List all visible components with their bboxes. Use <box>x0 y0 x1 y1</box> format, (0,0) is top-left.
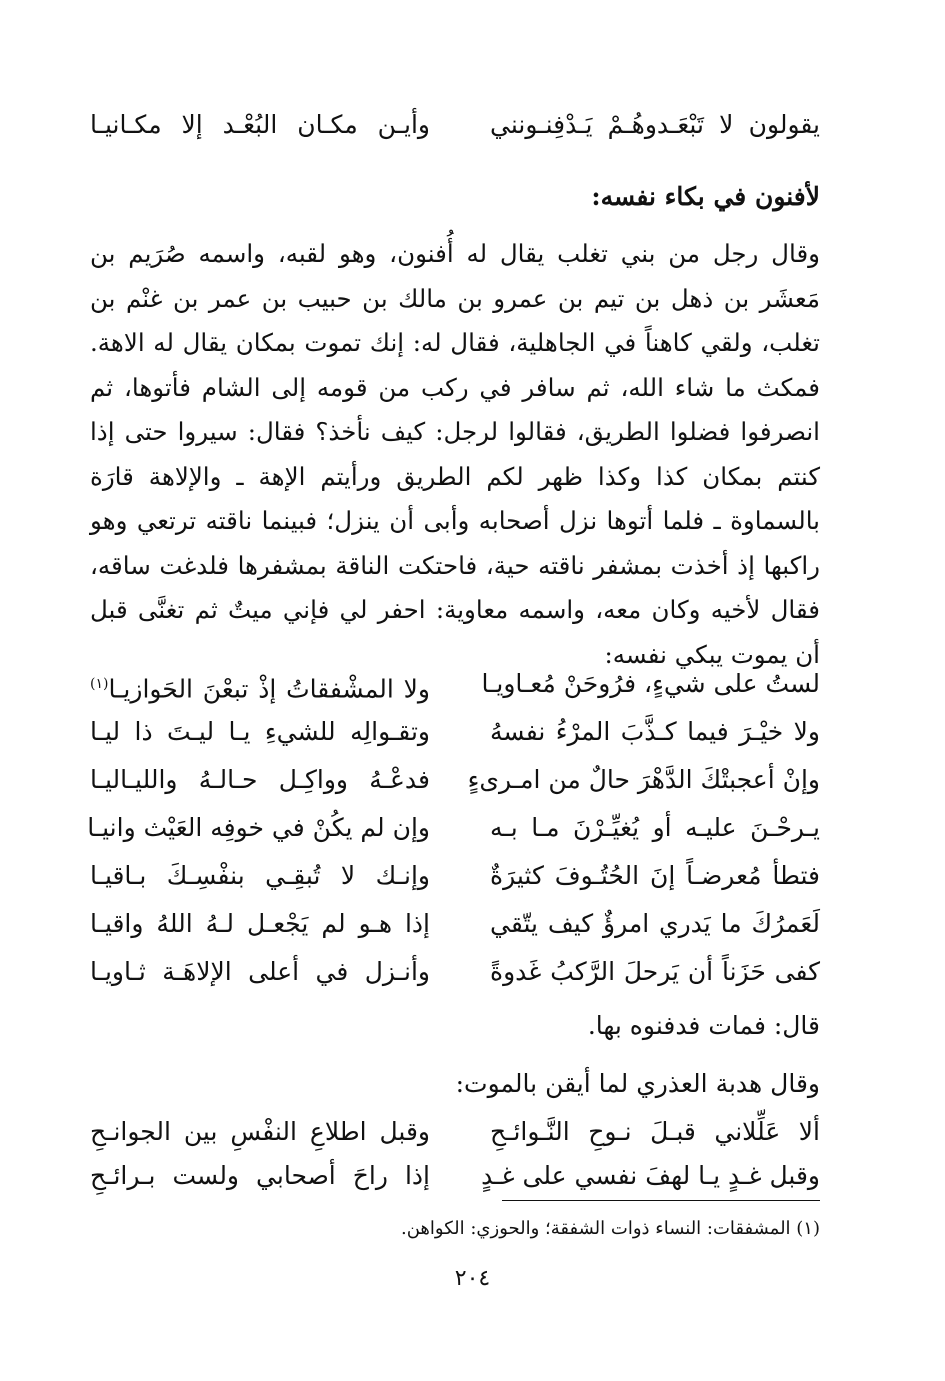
verse-first-hemistich: لَعَمرُكَ ما يَدري امرؤٌ كيف يتّقي <box>490 909 820 938</box>
verse-first-hemistich: يـرحْـنَ عليـه أو يُغيِّـرْنَ مـا بـه <box>490 813 820 842</box>
section-heading: لأفنون في بكاء نفسه: <box>591 182 820 211</box>
verse-second-hemistich: وإنـك لا تُبقِـي بنفْسِـكَ بـاقيـا <box>90 861 430 890</box>
poem-verse <box>90 900 820 948</box>
prose-paragraph: وقال رجل من بني تغلب يقال له أُفنون، وهو لقبه، واسمه صُرَيم بن مَعشَر بن ذهل بن تيم بن عمرو بن مالك بن حبيب بن عمر بن غنْم بن تغلب، ولقي كاهناً في الجاهلية، فقال له: إنك تموت بمكان يقال له الاهة. فمكث ما شاء الله، ثم سافر في ركب من قومه إلى الشام فأتوها، ثم انصرفوا فضلوا الطريق، فقالوا لرجل: كيف نأخذ؟ فقال: سيروا حتى إذا كنتم بمكان كذا وكذا ظهر لكم الطريق ورأيتم الإهة ـ والإلاهة قارَة بالسماوة ـ فلما أتوها نزل أصحابه وأبى أن ينزل؛ فبينما ناقته ترتعي وهو راكبها إذ أخذت بمشفر ناقته حية، فاحتكت الناقة بمشفرها فلدغت ساقه، فقال لأخيه وكان معه، واسمه معاوية: احفر لي فإني ميتٌ ثم تغنَّى قبل أن يموت يبكي نفسه: <box>90 239 820 669</box>
verse-second-hemistich: وأنـزل في أعلى الإلاهَـة ثـاويـا <box>90 957 430 986</box>
verse-first-hemistich: ولا خيْـرَ فيما كـذَّبَ المرْءُ نفسهُ <box>490 717 820 746</box>
second-intro: وقال هدبة العذري لما أيقن بالموت: <box>455 1069 820 1098</box>
verse-second-hemistich <box>90 660 430 713</box>
verse-first-hemistich: ألا عَلِّلاني قبـلَ نـوحِ النَّـوائـحِ <box>490 1117 820 1146</box>
verse-second-hemistich: إذا راحَ أصحابي ولست بـرائـحِ <box>90 1161 430 1190</box>
verse-second-hemistich: وإن لم يكُنْ في خوفِه العَيْث وانيـا <box>87 813 430 842</box>
poem-verse <box>90 852 820 900</box>
verse-second-hemistich: فدعْـهُ وواكِـل حـالـهُ والليـاليـا <box>90 765 430 794</box>
verse-first-hemistich: كفى حَزَناً أن يَرحلَ الرَّكبُ غَدوةً <box>490 957 820 986</box>
closing-line: قال: فمات فدفنوه بها. <box>587 1011 820 1040</box>
poem-verse <box>90 948 820 996</box>
footnote-divider <box>502 1200 820 1201</box>
verse-first-hemistich: فتطأ مُعرضـاً إنَ الحُتُـوفَ كثيرَةٌ <box>490 861 820 890</box>
verse-second-hemistich: وقبل اطلاعِ النفْسِ بين الجوانـحِ <box>90 1117 430 1146</box>
footnote-mark: (١) <box>90 676 109 692</box>
verse-text: ولا المشْفقاتُ إذْ تبعْنَ الحَوازيـا <box>108 674 430 704</box>
verse-second-hemistich: إذا هـو لم يَجْعـل لـهُ اللهُ واقيـا <box>90 909 430 938</box>
verse-first-hemistich: وقبل غـدٍ يـا لهفَ نفسي على غـدٍ <box>481 1161 820 1190</box>
poem-verse <box>90 1152 820 1200</box>
verse-first-hemistich: لستُ على شيءٍ، فرُوحَنْ مُعـاويـا <box>481 669 820 698</box>
poem-verse <box>90 1108 820 1156</box>
verse-second-hemistich: وتقـوالِه للشيءِ يـا ليـتَ ذا ليـا <box>90 717 430 746</box>
verse-second-hemistich: وأيـن مكـان البُعْـد إلا مكـانيـا <box>90 110 430 139</box>
poem-verse <box>90 708 820 756</box>
top-verse <box>90 101 820 149</box>
footnote: (١) المشفقات: النساء ذوات الشفقة؛ والحوزي: الكواهن. <box>401 1218 820 1239</box>
poem-verse <box>90 756 820 804</box>
poem-verse <box>90 660 820 708</box>
verse-first-hemistich: وإنْ أعجبتْكَ الدَّهْرَ حالٌ من امـرىءٍ <box>467 765 820 794</box>
verse-first-hemistich: يقولون لا تَبْعَـدوهُـمْ يَـدْفِنـونني <box>490 110 820 139</box>
poem-verse <box>87 804 820 852</box>
page-number: ٢٠٤ <box>454 1266 491 1291</box>
